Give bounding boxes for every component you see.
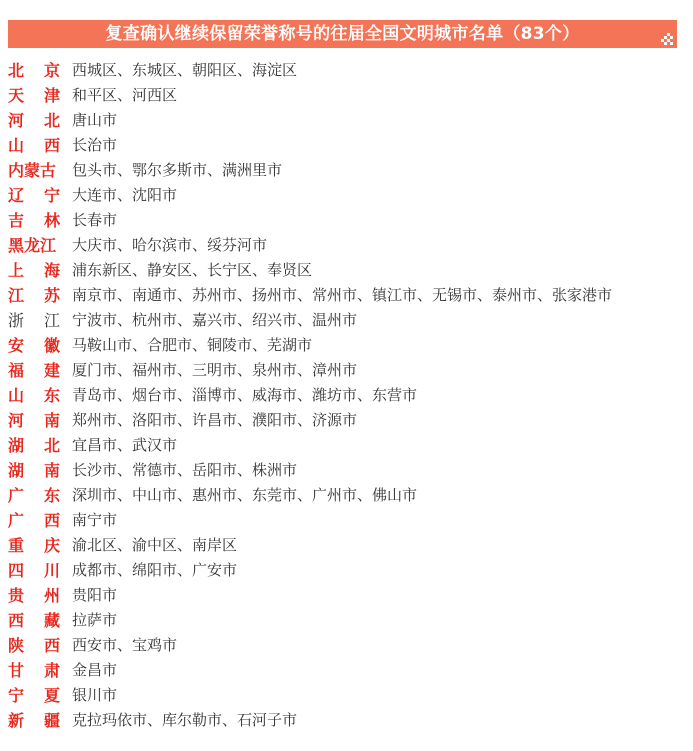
list-item	[8, 108, 688, 133]
city-names: 宁波市、杭州市、嘉兴市、绍兴市、温州市	[72, 311, 358, 329]
list-item	[8, 583, 688, 608]
list-item	[8, 158, 688, 183]
list-item	[8, 483, 688, 508]
city-names: 浦东新区、静安区、长宁区、奉贤区	[72, 261, 313, 279]
province-char: 湖	[8, 436, 25, 455]
list-item	[8, 208, 688, 233]
city-names: 包头市、鄂尔多斯市、满洲里市	[72, 161, 283, 179]
city-names: 长沙市、常德市、岳阳市、株洲市	[72, 461, 298, 479]
province-char: 川	[43, 561, 60, 580]
city-names: 大连市、沈阳市	[72, 186, 178, 204]
city-names: 宜昌市、武汉市	[72, 436, 178, 454]
province-char: 福	[8, 361, 25, 380]
list-item	[8, 383, 688, 408]
province-name	[8, 258, 60, 283]
corner-pattern-icon	[661, 33, 673, 45]
province-char: 西	[43, 136, 60, 155]
province-char: 苏	[43, 286, 60, 305]
province-char: 徽	[43, 336, 60, 355]
city-names: 成都市、绵阳市、广安市	[72, 561, 238, 579]
province-char: 吉	[8, 211, 25, 230]
province-char: 江	[8, 286, 25, 305]
province-name	[8, 58, 60, 83]
province-char: 山	[8, 386, 25, 405]
province-name	[8, 333, 60, 358]
province-name	[8, 408, 60, 433]
province-char: 西	[43, 636, 60, 655]
city-names: 长春市	[72, 211, 118, 229]
province-name	[8, 433, 60, 458]
province-char: 疆	[43, 711, 60, 730]
province-char: 东	[43, 386, 60, 405]
list-item	[8, 308, 688, 333]
province-char: 庆	[43, 536, 60, 555]
province-name	[8, 633, 60, 658]
city-names: 南京市、南通市、苏州市、扬州市、常州市、镇江市、无锡市、泰州市、张家港市	[72, 286, 613, 304]
list-item	[8, 58, 688, 83]
province-char: 州	[43, 586, 60, 605]
city-names: 深圳市、中山市、惠州市、东莞市、广州市、佛山市	[72, 486, 418, 504]
city-names: 拉萨市	[72, 611, 118, 629]
city-names: 郑州市、洛阳市、许昌市、濮阳市、济源市	[72, 411, 358, 429]
province-name	[8, 483, 60, 508]
province-char: 夏	[43, 686, 60, 705]
city-names: 青岛市、烟台市、淄博市、威海市、潍坊市、东营市	[72, 386, 418, 404]
province-name	[8, 533, 60, 558]
province-char: 内蒙古	[8, 161, 57, 180]
province-char: 辽	[8, 186, 25, 205]
province-char: 上	[8, 261, 25, 280]
list-item	[8, 283, 688, 308]
city-names: 南宁市	[72, 511, 118, 529]
province-char: 西	[8, 611, 25, 630]
list-item	[8, 558, 688, 583]
list-item	[8, 533, 688, 558]
list-item	[8, 233, 688, 258]
province-name	[8, 608, 60, 633]
title-banner	[8, 20, 677, 48]
province-name	[8, 283, 60, 308]
province-char: 藏	[43, 611, 60, 630]
province-char: 建	[43, 361, 60, 380]
city-names: 大庆市、哈尔滨市、绥芬河市	[72, 236, 268, 254]
province-name	[8, 383, 60, 408]
province-char: 宁	[43, 186, 60, 205]
city-names: 银川市	[72, 686, 118, 704]
province-name	[8, 158, 60, 183]
province-char: 北	[43, 436, 60, 455]
province-char: 海	[43, 261, 60, 280]
list-item	[8, 708, 688, 733]
province-name	[8, 183, 60, 208]
city-names: 金昌市	[72, 661, 118, 679]
province-char: 四	[8, 561, 25, 580]
city-list	[8, 58, 688, 733]
province-char: 宁	[8, 686, 25, 705]
city-names: 长治市	[72, 136, 118, 154]
province-name	[8, 233, 60, 258]
province-name	[8, 508, 60, 533]
city-names: 和平区、河西区	[72, 86, 178, 104]
province-char: 广	[8, 486, 25, 505]
province-char: 津	[43, 86, 60, 105]
list-item	[8, 258, 688, 283]
page-title: 复查确认继续保留荣誉称号的往届全国文明城市名单（83个）	[105, 24, 580, 44]
province-char: 江	[43, 311, 60, 330]
province-char: 林	[43, 211, 60, 230]
city-names: 克拉玛依市、库尔勒市、石河子市	[72, 711, 298, 729]
province-char: 安	[8, 336, 25, 355]
province-char: 北	[8, 61, 25, 80]
province-char: 西	[43, 511, 60, 530]
city-names: 渝北区、渝中区、南岸区	[72, 536, 238, 554]
province-char: 黑龙江	[8, 236, 57, 255]
province-char: 京	[43, 61, 60, 80]
province-name	[8, 683, 60, 708]
province-char: 新	[8, 711, 25, 730]
list-item	[8, 83, 688, 108]
province-char: 东	[43, 486, 60, 505]
list-item	[8, 633, 688, 658]
province-char: 甘	[8, 661, 25, 680]
province-name	[8, 83, 60, 108]
province-name	[8, 558, 60, 583]
list-item	[8, 658, 688, 683]
province-char: 南	[43, 461, 60, 480]
list-item	[8, 508, 688, 533]
province-char: 河	[8, 411, 25, 430]
city-names: 贵阳市	[72, 586, 118, 604]
province-name	[8, 658, 60, 683]
province-name	[8, 108, 60, 133]
city-names: 西安市、宝鸡市	[72, 636, 178, 654]
list-item	[8, 333, 688, 358]
list-item	[8, 433, 688, 458]
province-char: 山	[8, 136, 25, 155]
list-item	[8, 608, 688, 633]
province-name	[8, 583, 60, 608]
city-names: 唐山市	[72, 111, 118, 129]
list-item	[8, 458, 688, 483]
province-name	[8, 458, 60, 483]
province-name	[8, 358, 60, 383]
province-char: 重	[8, 536, 25, 555]
province-char: 河	[8, 111, 25, 130]
province-char: 南	[43, 411, 60, 430]
city-names: 马鞍山市、合肥市、铜陵市、芜湖市	[72, 336, 313, 354]
list-item	[8, 408, 688, 433]
city-names: 厦门市、福州市、三明市、泉州市、漳州市	[72, 361, 358, 379]
province-char: 肃	[43, 661, 60, 680]
province-char: 广	[8, 511, 25, 530]
province-char: 湖	[8, 461, 25, 480]
city-names: 西城区、东城区、朝阳区、海淀区	[72, 61, 298, 79]
province-char: 北	[43, 111, 60, 130]
province-name	[8, 208, 60, 233]
province-name	[8, 133, 60, 158]
province-name	[8, 308, 60, 333]
list-item	[8, 683, 688, 708]
list-item	[8, 358, 688, 383]
list-item	[8, 183, 688, 208]
province-name	[8, 708, 60, 733]
province-char: 天	[8, 86, 25, 105]
province-char: 浙	[8, 311, 25, 330]
province-char: 陕	[8, 636, 25, 655]
list-item	[8, 133, 688, 158]
province-char: 贵	[8, 586, 25, 605]
